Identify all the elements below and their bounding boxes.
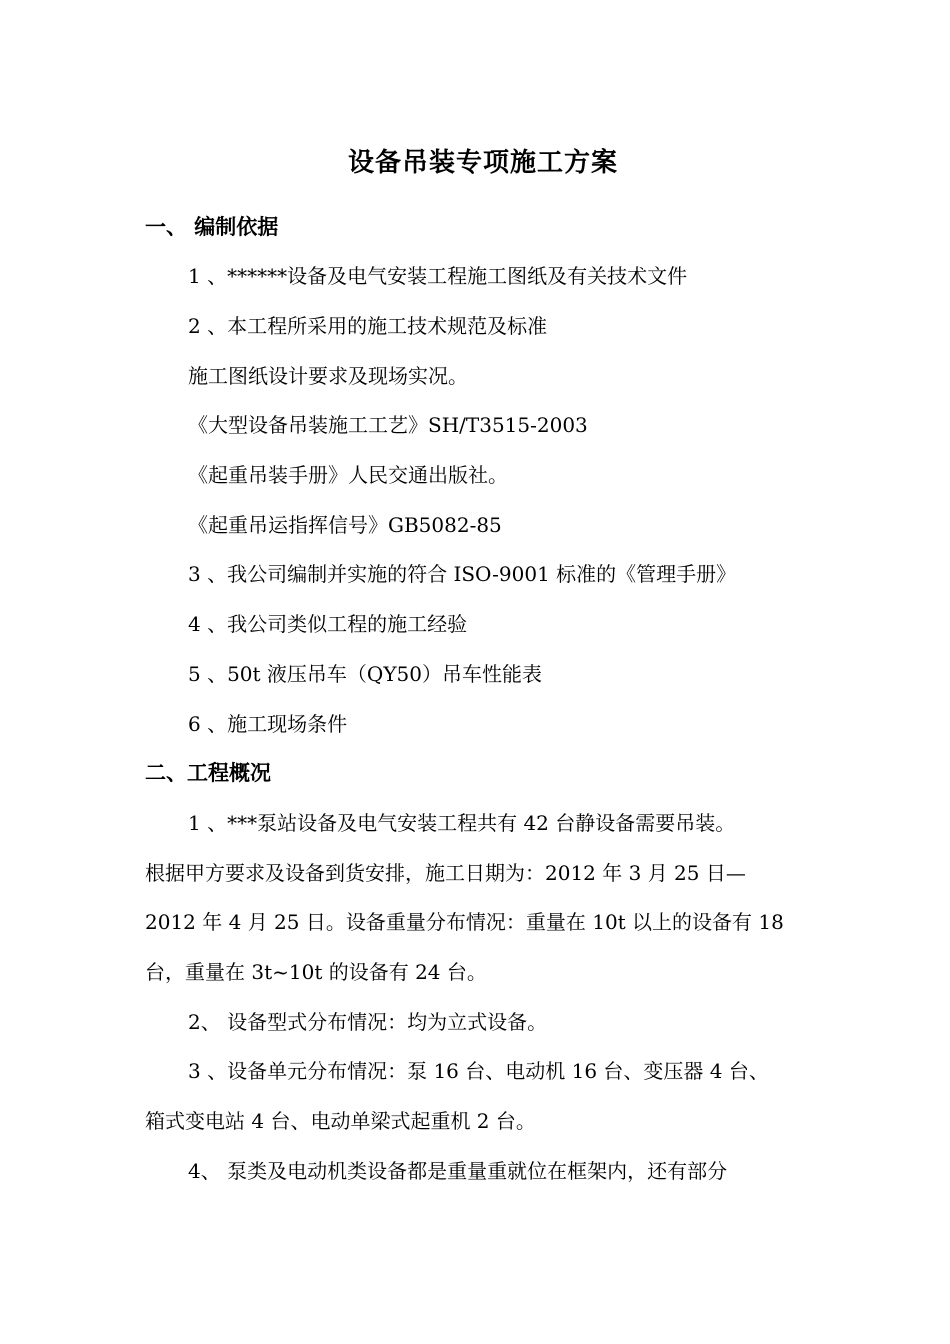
basis-item-1: 1 、******设备及电气安装工程施工图纸及有关技术文件	[188, 264, 688, 288]
basis-item-4: 4 、我公司类似工程的施工经验	[188, 612, 468, 636]
overview-paragraph-1-line-3: 2012 年 4 月 25 日。设备重量分布情况：重量在 10t 以上的设备有 18	[145, 910, 784, 934]
overview-paragraph-3-line-2: 箱式变电站 4 台、电动单梁式起重机 2 台。	[145, 1109, 536, 1133]
section-heading-overview: 二、工程概况	[145, 761, 271, 785]
overview-paragraph-4-line-1: 4、 泵类及电动机类设备都是重量重就位在框架内，还有部分	[188, 1159, 728, 1183]
overview-paragraph-2: 2、 设备型式分布情况：均为立式设备。	[188, 1010, 548, 1034]
document-title: 设备吊装专项施工方案	[347, 148, 618, 178]
overview-paragraph-3-line-1: 3 、设备单元分布情况：泵 16 台、电动机 16 台、变压器 4 台、	[188, 1059, 769, 1083]
basis-item-2-sub-3: 《起重吊装手册》人民交通出版社。	[188, 463, 508, 487]
basis-item-2-sub-1: 施工图纸设计要求及现场实况。	[188, 364, 468, 388]
basis-item-3: 3 、我公司编制并实施的符合 ISO-9001 标准的《管理手册》	[188, 562, 737, 586]
section-heading-basis: 一、 编制依据	[145, 215, 279, 239]
basis-item-5: 5 、50t 液压吊车（QY50）吊车性能表	[188, 662, 542, 686]
basis-item-2-sub-2: 《大型设备吊装施工工艺》SH/T3515-2003	[188, 413, 588, 437]
overview-paragraph-1-line-1: 1 、***泵站设备及电气安装工程共有 42 台静设备需要吊装。	[188, 811, 736, 835]
basis-item-6: 6 、施工现场条件	[188, 712, 348, 736]
overview-paragraph-1-line-4: 台，重量在 3t~10t 的设备有 24 台。	[145, 960, 487, 984]
overview-paragraph-1-line-2: 根据甲方要求及设备到货安排，施工日期为：2012 年 3 月 25 日—	[145, 861, 746, 885]
basis-item-2-sub-4: 《起重吊运指挥信号》GB5082-85	[188, 513, 502, 537]
basis-item-2: 2 、本工程所采用的施工技术规范及标准	[188, 314, 548, 338]
